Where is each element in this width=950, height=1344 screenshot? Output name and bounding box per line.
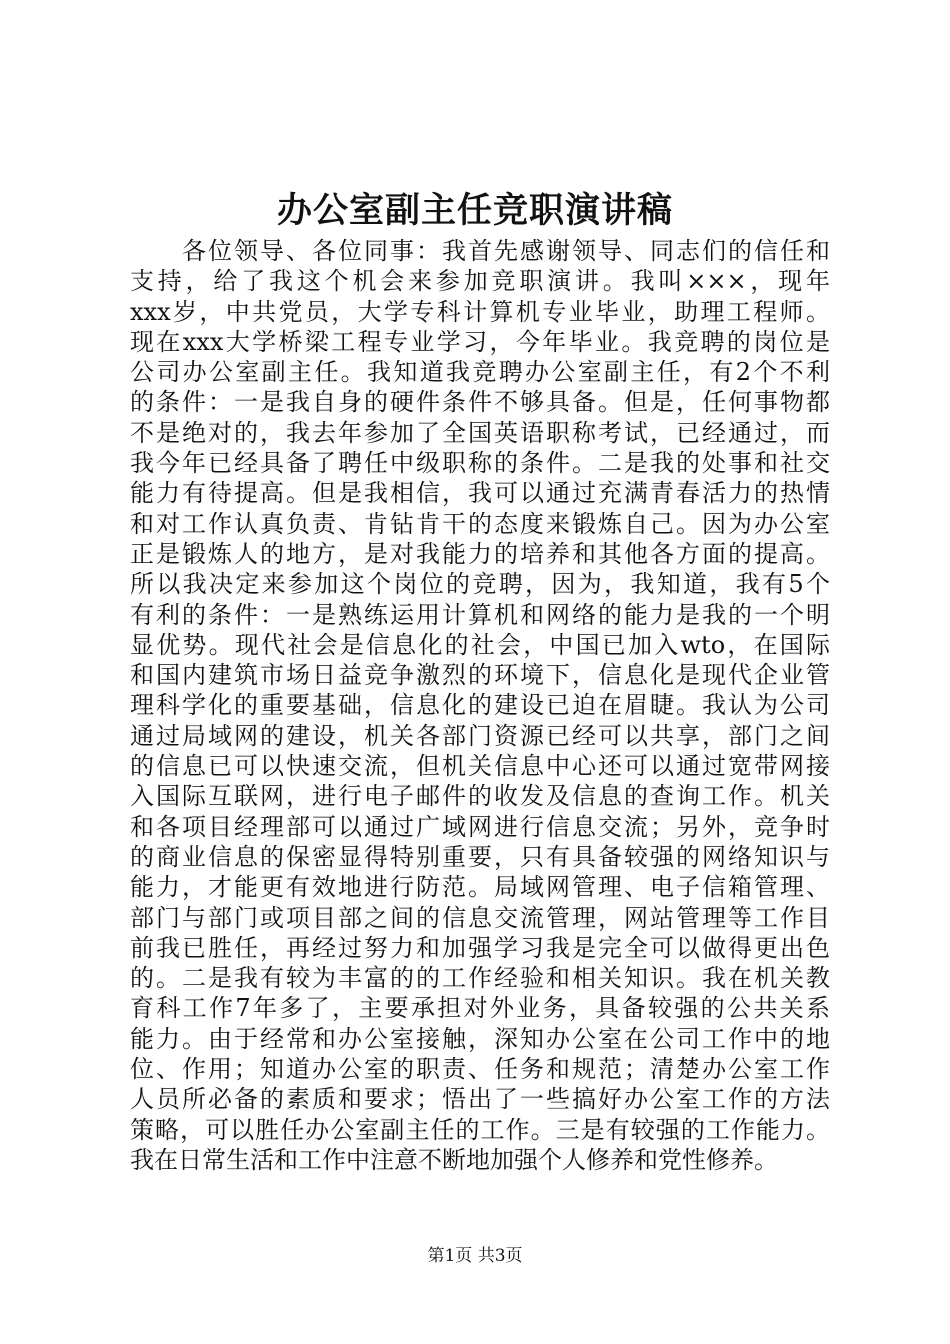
body-line: 现在xxx大学桥梁工程专业学习，今年毕业。我竞聘的岗位是 <box>130 327 830 356</box>
body-line: 通过局域网的建设，机关各部门资源已经可以共享，部门之间 <box>130 721 830 750</box>
body-line: 能力有待提高。但是我相信，我可以通过充满青春活力的热情 <box>130 479 830 508</box>
body-line: 育科工作7年多了，主要承担对外业务，具备较强的公共关系 <box>130 994 830 1023</box>
body-line: 位、作用；知道办公室的职责、任务和规范；清楚办公室工作 <box>130 1055 830 1084</box>
body-line: 入国际互联网，进行电子邮件的收发及信息的查询工作。机关 <box>130 782 830 811</box>
body-line: 的信息已可以快速交流，但机关信息中心还可以通过宽带网接 <box>130 752 830 781</box>
body-line: 的条件：一是我自身的硬件条件不够具备。但是，任何事物都 <box>130 388 830 417</box>
body-line: 我今年已经具备了聘任中级职称的条件。二是我的处事和社交 <box>130 449 830 478</box>
body-line: 有利的条件：一是熟练运用计算机和网络的能力是我的一个明 <box>130 600 830 629</box>
body-line: 所以我决定来参加这个岗位的竞聘，因为，我知道，我有5个 <box>130 570 830 599</box>
document-body <box>130 236 830 1175</box>
document-title: 办公室副主任竞职演讲稿 <box>276 190 673 231</box>
body-line: 不是绝对的，我去年参加了全国英语职称考试，已经通过，而 <box>130 418 830 447</box>
body-line: 支持，给了我这个机会来参加竞职演讲。我叫×××，现年 <box>130 267 830 296</box>
body-line: 理科学化的重要基础，信息化的建设已迫在眉睫。我认为公司 <box>130 691 830 720</box>
body-line: 显优势。现代社会是信息化的社会，中国已加入wto，在国际 <box>130 630 830 659</box>
body-line: 人员所必备的素质和要求；悟出了一些搞好办公室工作的方法 <box>130 1085 830 1114</box>
body-line: 和国内建筑市场日益竞争激烈的环境下，信息化是现代企业管 <box>130 661 830 690</box>
body-line: 公司办公室副主任。我知道我竞聘办公室副主任，有2个不利 <box>130 358 830 387</box>
body-line: 策略，可以胜任办公室副主任的工作。三是有较强的工作能力。 <box>130 1115 830 1144</box>
body-line: 能力，才能更有效地进行防范。局域网管理、电子信箱管理、 <box>130 873 830 902</box>
body-line: 的商业信息的保密显得特别重要，只有具备较强的网络知识与 <box>130 842 830 871</box>
body-line: 能力。由于经常和办公室接触，深知办公室在公司工作中的地 <box>130 1024 830 1053</box>
body-line: 我在日常生活和工作中注意不断地加强个人修养和党性修养。 <box>130 1145 778 1174</box>
body-line: 部门与部门或项目部之间的信息交流管理，网站管理等工作目 <box>130 903 830 932</box>
page-number: 第1页 共3页 <box>427 1246 523 1266</box>
body-line: 各位领导、各位同事：我首先感谢领导、同志们的信任和 <box>182 237 830 265</box>
body-line: 的。二是我有较为丰富的的工作经验和相关知识。我在机关教 <box>130 964 830 993</box>
body-line: 和对工作认真负责、肯钻肯干的态度来锻炼自己。因为办公室 <box>130 509 830 538</box>
body-line: xxx岁，中共党员，大学专科计算机专业毕业，助理工程师。 <box>130 297 830 326</box>
body-line: 正是锻炼人的地方，是对我能力的培养和其他各方面的提高。 <box>130 539 830 568</box>
body-line: 前我已胜任，再经过努力和加强学习我是完全可以做得更出色 <box>130 933 830 962</box>
body-line: 和各项目经理部可以通过广域网进行信息交流；另外，竞争时 <box>130 812 830 841</box>
